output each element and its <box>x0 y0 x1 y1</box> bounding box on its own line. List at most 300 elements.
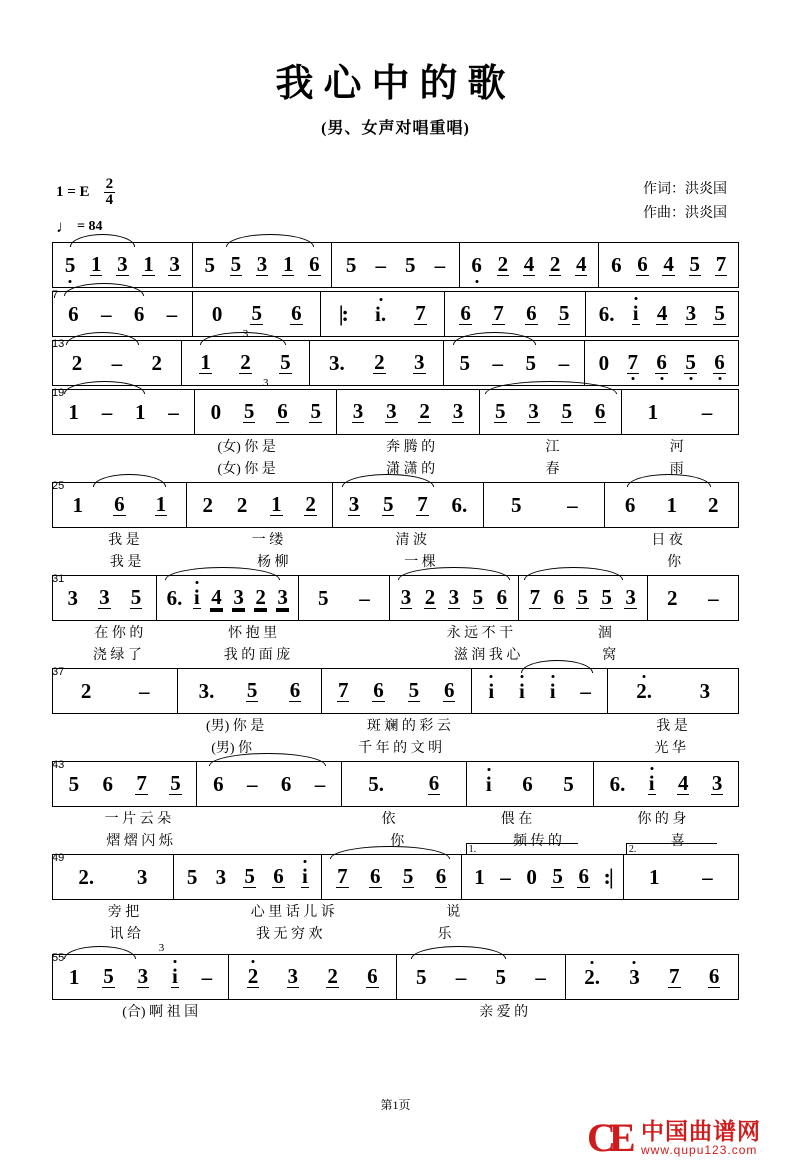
measure-number: 43 <box>52 759 65 771</box>
measure <box>322 669 472 713</box>
note: 2 <box>707 492 719 517</box>
note: – <box>168 399 179 424</box>
measure <box>52 243 193 287</box>
measure <box>178 669 321 713</box>
music-system <box>52 377 739 479</box>
note: 6 <box>373 678 384 702</box>
staff-line <box>52 377 739 435</box>
lyric-text: 清 波 <box>395 533 427 548</box>
note: 6 <box>133 301 145 326</box>
measure <box>52 390 195 434</box>
note: 3 <box>287 964 299 988</box>
note: 6 <box>594 399 606 423</box>
lyric-line <box>52 528 739 550</box>
lyric-text: 怀 抱 里 <box>228 626 278 641</box>
measure-number: 13 <box>52 338 65 350</box>
note: 6 <box>114 492 125 516</box>
note: 2 <box>374 350 385 374</box>
note: 3 <box>386 399 397 423</box>
measure <box>605 483 739 527</box>
note: 7 <box>493 301 504 325</box>
note: 2 <box>236 492 248 517</box>
note: – <box>166 301 178 326</box>
note: 2. <box>584 964 600 989</box>
lyric-text: 千 年 的 文 明 <box>358 741 443 756</box>
note: 3 <box>233 585 244 609</box>
staff-line <box>52 482 739 528</box>
lyric-text: 我 的 面 庞 <box>223 648 291 663</box>
note: 1 <box>647 399 659 424</box>
lyric-line <box>52 643 739 665</box>
note: 5 <box>64 252 76 277</box>
note: 6 <box>367 964 378 988</box>
note: 0 <box>210 399 222 424</box>
measure <box>648 576 739 620</box>
lyric-text: 奔 腾 的 <box>386 440 436 455</box>
note: 6 <box>637 252 648 276</box>
note: – <box>558 350 570 375</box>
measure <box>322 855 462 899</box>
note: i <box>171 964 178 988</box>
staff-line <box>52 328 739 386</box>
note: 5 <box>405 252 416 277</box>
note: 1 <box>68 399 79 424</box>
lyric-text: 涸 <box>597 626 612 641</box>
note: 3 <box>699 678 711 703</box>
note: 5 <box>244 864 255 888</box>
measure-triplet <box>182 328 311 385</box>
lyric-text: 我 是 <box>656 719 688 734</box>
note: 5 <box>577 585 588 609</box>
measure-number: 49 <box>52 852 65 864</box>
note: 3 <box>711 771 723 795</box>
note: – <box>359 585 370 610</box>
note: 3 <box>528 399 539 423</box>
note: 5 <box>186 864 198 889</box>
note: 7 <box>136 771 147 795</box>
note: 3 <box>256 252 268 276</box>
note: 5 <box>685 350 696 374</box>
note: 2 <box>71 350 83 375</box>
measure-number: 25 <box>52 480 65 492</box>
note: – <box>500 864 511 889</box>
note: 6 <box>578 864 589 888</box>
lyric-text: 光 华 <box>654 741 686 756</box>
note: 3 <box>448 585 460 609</box>
note: 2 <box>424 585 436 609</box>
repeat-sign-open: |: <box>338 301 347 326</box>
note: 5 <box>408 678 420 702</box>
measure <box>52 292 193 336</box>
measure <box>52 341 182 385</box>
lyric-text: 一 缕 <box>251 533 284 548</box>
music-system <box>52 328 739 386</box>
measure <box>622 390 739 434</box>
note: 2 <box>202 492 214 517</box>
note: 5 <box>415 964 427 989</box>
staff-line <box>52 575 739 621</box>
measure <box>390 576 519 620</box>
note: i. <box>374 301 387 326</box>
lyric-line <box>52 1000 739 1022</box>
note: 5 <box>345 252 357 277</box>
measure <box>193 243 333 287</box>
staff-line <box>52 761 739 807</box>
note: 6 <box>460 301 471 325</box>
note: 3 <box>625 585 636 609</box>
note: 5. <box>368 771 385 796</box>
note: 6 <box>656 350 667 374</box>
measure <box>599 243 739 287</box>
site-url: www.qupu123.com <box>641 1143 758 1158</box>
note: i <box>301 864 308 888</box>
note: 5 <box>525 350 537 375</box>
lyric-text: 河 <box>669 440 684 455</box>
note: – <box>375 252 386 277</box>
note: 7 <box>415 301 426 325</box>
lyric-line <box>52 621 739 643</box>
composer: 作曲：洪炎国 <box>643 205 727 221</box>
note: 6 <box>370 864 381 888</box>
note: 6 <box>309 252 320 276</box>
note: 5 <box>459 350 470 375</box>
measure <box>460 243 600 287</box>
note: i <box>632 301 639 325</box>
page-subtitle: (男、女声对唱重唱) <box>321 120 470 137</box>
watermark <box>587 1115 761 1160</box>
lyric-text: 频 传 的 <box>512 834 562 849</box>
note: 2 <box>305 492 316 516</box>
measure <box>480 390 622 434</box>
note: 5 <box>552 864 563 888</box>
lyricist: 作词：洪炎国 <box>643 182 727 197</box>
note: – <box>314 771 326 796</box>
note: 0 <box>526 864 537 889</box>
staff-line <box>52 668 739 714</box>
site-logo-icon: C E <box>587 1115 636 1160</box>
note: 1 <box>90 252 102 276</box>
tempo-marking: ♩ = 84 <box>56 217 103 236</box>
lyric-text: 乐 <box>437 927 452 942</box>
measure <box>197 762 341 806</box>
note: 2 <box>240 350 251 374</box>
measure <box>519 576 648 620</box>
lyric-text: 春 <box>545 462 560 477</box>
credits <box>643 178 727 226</box>
note: 3 <box>629 964 640 989</box>
lyric-text: 永 远 不 干 <box>446 626 514 641</box>
measure <box>484 483 605 527</box>
music-system <box>52 482 739 572</box>
measure-volta-1 <box>462 844 623 899</box>
music-system <box>52 761 739 851</box>
note: 6 <box>526 301 537 325</box>
note: 0 <box>598 350 610 375</box>
note: 5 <box>558 301 570 325</box>
note: 6 <box>68 301 79 326</box>
note: – <box>434 252 446 277</box>
note: – <box>580 678 591 703</box>
note: 5 <box>251 301 262 325</box>
note: 5 <box>68 771 80 796</box>
lyric-line <box>52 807 739 829</box>
note: 3 <box>169 252 180 276</box>
note: 3 <box>137 964 149 988</box>
note: 6 <box>428 771 440 795</box>
note: 7 <box>337 864 348 888</box>
note: 6 <box>553 585 565 609</box>
note: 6 <box>611 252 622 277</box>
measure <box>566 955 739 999</box>
note: i <box>519 678 525 703</box>
note: 5 <box>204 252 216 277</box>
lyric-line <box>52 736 739 758</box>
note: 5 <box>243 399 255 423</box>
note: 5 <box>472 585 484 609</box>
measure-number: 37 <box>52 666 65 678</box>
note: 5 <box>280 350 291 374</box>
measure <box>342 762 467 806</box>
note: 6 <box>280 771 292 796</box>
measure <box>174 855 322 899</box>
lyric-text: 你 的 身 <box>637 812 687 827</box>
note: 6. <box>451 492 468 517</box>
note: 1 <box>648 864 660 889</box>
lyric-text: 依 <box>381 812 396 827</box>
page-number: 第1页 <box>380 1098 411 1112</box>
note: 3. <box>329 350 345 375</box>
note: 5 <box>230 252 242 276</box>
note: – <box>101 399 113 424</box>
lyric-text: (女) 你 是 <box>217 440 276 455</box>
note: 6 <box>522 771 533 796</box>
measure <box>608 669 739 713</box>
note: 3 <box>136 864 148 889</box>
measure <box>299 576 390 620</box>
note: 5 <box>310 399 321 423</box>
triplet-marking: 3 <box>158 942 165 954</box>
lyric-text: 亲 爱 的 <box>479 1005 529 1020</box>
note: 3 <box>352 399 364 423</box>
lyric-text: 你 <box>667 555 682 570</box>
lyric-text: (女) 你 是 <box>217 462 276 477</box>
note: 3 <box>67 585 79 610</box>
lyric-text: 在 你 的 <box>94 626 144 641</box>
measure-triplet <box>52 942 229 999</box>
lyric-text: 说 <box>446 905 461 920</box>
note: 6 <box>213 771 224 796</box>
measure <box>52 483 187 527</box>
measure <box>333 483 484 527</box>
note: 2 <box>497 252 509 276</box>
measure <box>586 292 739 336</box>
note: 5 <box>714 301 725 325</box>
measure <box>52 762 197 806</box>
note: 5 <box>170 771 181 795</box>
measure <box>187 483 333 527</box>
note: 7 <box>669 964 680 988</box>
note: 7 <box>417 492 428 516</box>
note: 6 <box>496 585 508 609</box>
measure <box>445 292 585 336</box>
measure <box>472 669 608 713</box>
lyric-text: 心 里 话 儿 诉 <box>250 905 335 920</box>
note: 5 <box>246 678 258 702</box>
note: 5 <box>402 864 414 888</box>
lyric-text: 讯 给 <box>109 927 141 942</box>
lyric-line <box>52 550 739 572</box>
note: i <box>488 678 495 703</box>
staff-line <box>52 942 739 1000</box>
lyric-text: 窝 <box>602 648 617 663</box>
volta-bracket-1: 1. <box>466 843 578 855</box>
note: 6 <box>714 350 725 374</box>
note: 3 <box>277 585 288 609</box>
measure <box>52 576 157 620</box>
measure <box>594 762 739 806</box>
note: 5 <box>103 964 114 988</box>
staff-line <box>52 242 739 288</box>
note: 6. <box>166 585 183 610</box>
note: 5 <box>689 252 701 276</box>
note: 4 <box>677 771 689 795</box>
note: 7 <box>715 252 727 276</box>
note: 1 <box>143 252 154 276</box>
note: 3 <box>117 252 128 276</box>
lyric-text: 我 是 <box>108 533 140 548</box>
note: 6 <box>624 492 636 517</box>
note: 2 <box>419 399 430 423</box>
note: 5 <box>495 964 507 989</box>
note: 3 <box>452 399 464 423</box>
note: 5 <box>511 492 522 517</box>
music-system <box>52 844 739 944</box>
measure-number: 55 <box>52 952 65 964</box>
note: – <box>708 585 719 610</box>
note: 5 <box>382 492 394 516</box>
note: – <box>701 399 713 424</box>
note: 2 <box>151 350 162 375</box>
note: 5 <box>495 399 506 423</box>
note: – <box>567 492 578 517</box>
repeat-sign-close: :| <box>603 864 612 889</box>
note: 7 <box>529 585 541 609</box>
key-signature: 1 = E <box>56 184 90 200</box>
note: i <box>485 771 492 796</box>
note: 5 <box>563 771 574 796</box>
note: 1 <box>68 964 80 989</box>
lyric-text: 我 是 <box>109 555 142 570</box>
note: 4 <box>656 301 668 325</box>
quarter-note-icon: ♩ <box>56 217 73 236</box>
note: 2 <box>666 585 678 610</box>
note: 7 <box>337 678 349 702</box>
note: 3. <box>198 678 215 703</box>
lyric-line <box>52 922 739 944</box>
note: 4 <box>575 252 587 276</box>
note: 7 <box>627 350 638 374</box>
note: 1 <box>134 399 146 424</box>
lyric-text: 我 无 穷 欢 <box>256 927 323 942</box>
note: 6 <box>289 678 301 702</box>
music-system <box>52 942 739 1022</box>
measure <box>229 955 397 999</box>
lyric-line <box>52 714 739 736</box>
note: 2. <box>78 864 95 889</box>
note: – <box>535 964 546 989</box>
triplet-marking: 3 <box>242 328 249 340</box>
note: 1 <box>282 252 294 276</box>
note: 5 <box>561 399 573 423</box>
lyric-text: 潇 潇 的 <box>386 462 436 477</box>
note: 2 <box>327 964 338 988</box>
note: 3 <box>414 350 425 374</box>
note: 1 <box>271 492 282 516</box>
lyric-text: 江 <box>545 440 560 455</box>
lyric-text: 偎 在 <box>500 812 533 827</box>
note: i <box>193 585 200 609</box>
note: 3 <box>685 301 697 325</box>
lyric-text: 你 <box>390 834 405 849</box>
lyric-text: (男) 你 <box>211 741 253 756</box>
measure <box>585 341 739 385</box>
note: 6 <box>708 964 720 988</box>
music-system <box>52 575 739 665</box>
lyric-text: 浇 绿 了 <box>92 648 142 663</box>
music-system <box>52 291 739 337</box>
note: i <box>648 771 655 795</box>
note: – <box>455 964 467 989</box>
note: 3 <box>348 492 360 516</box>
note: – <box>247 771 258 796</box>
lyric-line <box>52 435 739 457</box>
note: – <box>201 964 213 989</box>
measure <box>332 243 459 287</box>
note: 1 <box>666 492 677 517</box>
note: 6 <box>435 864 447 888</box>
note: – <box>702 864 713 889</box>
note: 5 <box>318 585 329 610</box>
lyric-text: 日 夜 <box>651 533 683 548</box>
note: 6 <box>471 252 482 277</box>
measure-number: 19 <box>52 387 65 399</box>
measure <box>157 576 299 620</box>
lyric-text: 喜 <box>670 834 685 849</box>
note: 3 <box>400 585 412 609</box>
volta-bracket-2: 2. <box>626 843 718 855</box>
triplet-marking: 3 <box>263 377 269 389</box>
lyric-text: 旁 把 <box>107 905 140 920</box>
note: – <box>100 301 112 326</box>
note: 2 <box>247 964 259 988</box>
measure <box>444 341 585 385</box>
music-system <box>52 668 739 758</box>
lyric-text: 熠 熠 闪 烁 <box>106 834 173 849</box>
note: 6. <box>598 301 615 326</box>
note: 4 <box>663 252 674 276</box>
note: 4 <box>211 585 222 609</box>
note: – <box>492 350 504 375</box>
measure <box>310 341 444 385</box>
measure-volta-2 <box>624 844 739 899</box>
note: 5 <box>130 585 142 609</box>
note: 1 <box>155 492 167 516</box>
time-signature: $\frac{2}{4}$ <box>105 176 114 208</box>
note: 1 <box>72 492 84 517</box>
measure-number: 7 <box>52 289 59 301</box>
music-system <box>52 242 739 288</box>
lyric-text: 斑 斓 的 彩 云 <box>366 719 451 734</box>
